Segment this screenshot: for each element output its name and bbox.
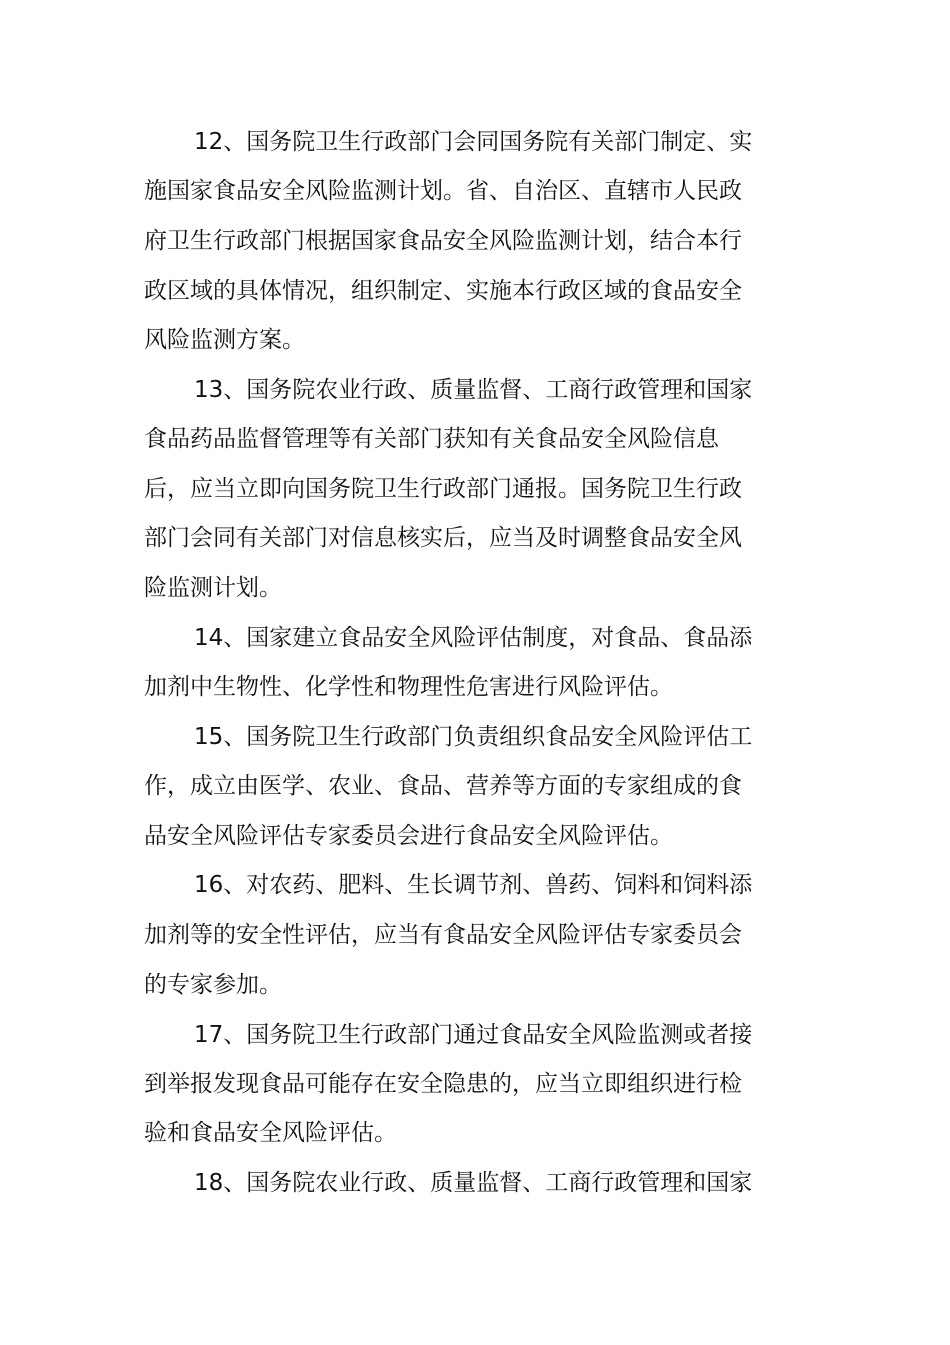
paragraph-13-line-3: 后，应当立即向国务院卫生行政部门通报。国务院卫生行政 [144,476,742,502]
paragraph-12-line-2: 施国家食品安全风险监测计划。省、自治区、直辖市人民政 [144,178,742,204]
paragraph-13-line-5: 险监测计划。 [144,575,282,601]
paragraph-17-line-1: 17、国务院卫生行政部门通过食品安全风险监测或者接 [194,1022,753,1048]
paragraph-16-line-3: 的专家参加。 [144,972,282,998]
paragraph-16-line-2: 加剂等的安全性评估，应当有食品安全风险评估专家委员会 [144,922,742,948]
paragraph-12-line-4: 政区域的具体情况，组织制定、实施本行政区域的食品安全 [144,278,742,304]
paragraph-12-line-1: 12、国务院卫生行政部门会同国务院有关部门制定、实 [194,129,753,155]
paragraph-12-line-5: 风险监测方案。 [144,327,305,353]
paragraph-15-line-3: 品安全风险评估专家委员会进行食品安全风险评估。 [144,823,673,849]
paragraph-14-line-1: 14、国家建立食品安全风险评估制度，对食品、食品添 [194,625,753,651]
paragraph-15-line-1: 15、国务院卫生行政部门负责组织食品安全风险评估工 [194,724,753,750]
paragraph-13-line-1: 13、国务院农业行政、质量监督、工商行政管理和国家 [194,377,753,403]
paragraph-12-line-3: 府卫生行政部门根据国家食品安全风险监测计划，结合本行 [144,228,742,254]
paragraph-17-line-3: 验和食品安全风险评估。 [144,1120,397,1146]
paragraph-17-line-2: 到举报发现食品可能存在安全隐患的，应当立即组织进行检 [144,1071,742,1097]
paragraph-14-line-2: 加剂中生物性、化学性和物理性危害进行风险评估。 [144,674,673,700]
paragraph-18-line-1: 18、国务院农业行政、质量监督、工商行政管理和国家 [194,1170,753,1196]
paragraph-13-line-4: 部门会同有关部门对信息核实后，应当及时调整食品安全风 [144,525,742,551]
paragraph-13-line-2: 食品药品监督管理等有关部门获知有关食品安全风险信息 [144,426,719,452]
paragraph-16-line-1: 16、对农药、肥料、生长调节剂、兽药、饲料和饲料添 [194,872,753,898]
paragraph-15-line-2: 作，成立由医学、农业、食品、营养等方面的专家组成的食 [144,773,742,799]
